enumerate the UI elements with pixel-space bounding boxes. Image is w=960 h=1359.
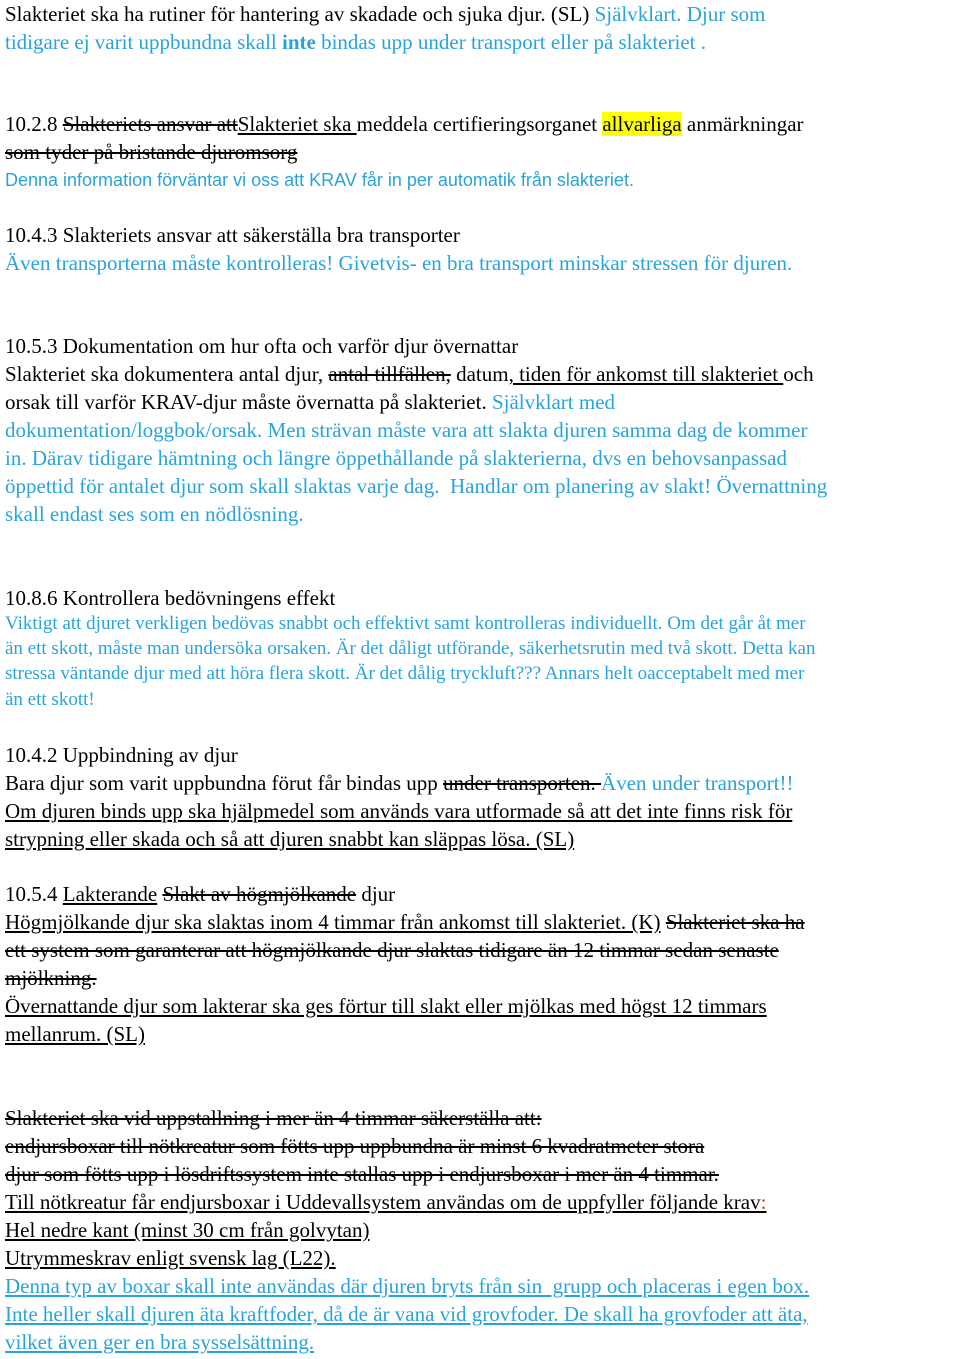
comment-run: Denna typ av boxar skall inte användas där djuren bryts från sin grupp och placeras i egen box. <box>5 1274 810 1298</box>
inserted-run: strypning eller skada och så att djuren snabbt kan släppas lösa. (SL) <box>5 827 575 851</box>
text-run: 10.5.4 <box>5 882 63 906</box>
inserted-run: Till nötkreatur får endjursboxar i Uddevallsystem användas om de uppfyller följande krav <box>5 1190 761 1214</box>
text-run: Slakteriet ska ha rutiner för hantering av skadade och sjuka djur. (SL) <box>5 2 595 26</box>
text-run: djur <box>356 882 396 906</box>
inserted-run: Hel nedre kant (minst 30 cm från golvytan) <box>5 1218 370 1242</box>
deleted-run: som tyder på bristande djuromsorg <box>5 140 298 164</box>
doc-line <box>5 797 792 825</box>
deleted-run: Slakteriet ska vid uppstallning i mer än 4 timmar säkerställa att: <box>5 1106 542 1130</box>
doc-line <box>5 661 804 687</box>
highlighted-run: allvarliga <box>602 112 682 136</box>
section-heading: 10.5.3 Dokumentation om hur ofta och varför djur övernattar <box>5 334 519 358</box>
doc-line <box>5 825 574 853</box>
text-run: meddela certifieringsorganet <box>356 112 603 136</box>
doc-line <box>5 880 395 908</box>
inserted-run: Utrymmeskrav enligt svensk lag (L22). <box>5 1246 336 1270</box>
comment-run-bold: inte <box>282 30 316 54</box>
section-heading: 10.8.6 Kontrollera bedövningens effekt <box>5 586 336 610</box>
inserted-run: Högmjölkande djur ska slaktas inom 4 timmar från ankomst till slakteriet. (K) <box>5 910 661 934</box>
comment-run: Även transporterna måste kontrolleras! Givetvis- en bra transport minskar stressen för djuren. <box>5 251 793 275</box>
inserted-run: , tiden för ankomst till slakteriet <box>508 362 784 386</box>
deleted-run: endjursboxar till nötkreatur som fötts upp uppbundna är minst 6 kvadratmeter stora <box>5 1134 705 1158</box>
comment-run: dokumentation/loggbok/orsak. Men strävan måste vara att slakta djuren samma dag de kommer <box>5 418 808 442</box>
comment-run: än ett skott, måste man undersöka orsaken. Är det dåligt utförande, säkerhetsrutin med två skott. Detta kan <box>5 638 816 659</box>
text-run: Slakteriet ska dokumentera antal djur, <box>5 362 329 386</box>
deleted-run: under transporten. <box>443 771 602 795</box>
comment-run: Viktigt att djuret verkligen bedövas snabbt och effektivt samt kontrolleras individuellt. Om det går åt mer <box>5 613 806 634</box>
comment-run: tidigare ej varit uppbundna skall <box>5 30 283 54</box>
doc-line <box>5 444 787 472</box>
doc-line <box>5 1020 145 1048</box>
deleted-run: mjölkning. <box>5 966 97 990</box>
doc-line <box>5 1188 766 1216</box>
comment-run: Självklart med <box>491 390 616 414</box>
deleted-run: ett system som garanterar att högmjölkande djur slaktas tidigare än 12 timmar sedan senaste <box>5 938 779 962</box>
comment-run: öppettid för antalet djur som skall slaktas varje dag. Handlar om planering av slakt! Övernattning <box>5 474 828 498</box>
comment-run: skall endast ses som en nödlösning. <box>5 502 304 526</box>
deleted-run: Slakteriets ansvar att <box>62 112 238 136</box>
text-run: och <box>783 362 814 386</box>
doc-line <box>5 110 804 138</box>
doc-line <box>5 936 779 964</box>
doc-line <box>5 360 814 388</box>
doc-line <box>5 1272 809 1300</box>
doc-line <box>5 769 793 797</box>
doc-line <box>5 249 792 277</box>
section-heading: 10.4.2 Uppbindning av djur <box>5 743 238 767</box>
doc-line <box>5 416 807 444</box>
doc-line <box>5 138 297 166</box>
comment-run: än ett skott! <box>5 689 95 710</box>
doc-line <box>5 992 767 1020</box>
text-run: orsak till varför KRAV-djur måste övernatta på slakteriet. <box>5 390 492 414</box>
comment-run: Självklart. Djur som <box>594 2 766 26</box>
doc-line <box>5 332 518 360</box>
doc-line <box>5 964 97 992</box>
red-colon: : <box>760 1190 767 1214</box>
text-run: Bara djur som varit uppbundna förut får bindas upp <box>5 771 443 795</box>
comment-run: Inte heller skall djuren äta kraftfoder, då de är vana vid grovfoder. De skall ha grovfoder att äta, <box>5 1302 808 1326</box>
doc-line <box>5 0 765 28</box>
doc-line <box>5 1104 542 1132</box>
doc-line <box>5 500 304 528</box>
deleted-run: antal tillfällen, <box>328 362 451 386</box>
doc-line <box>5 221 460 249</box>
deleted-run: djur som fötts upp i lösdriftssystem inte stallas upp i endjursboxar i mer än 4 timmar. <box>5 1162 719 1186</box>
doc-line <box>5 687 95 713</box>
doc-line <box>5 28 706 56</box>
doc-line <box>5 472 827 500</box>
doc-line <box>5 1216 369 1244</box>
inserted-run: Slakteriet ska <box>237 112 357 136</box>
text-run: anmärkningar <box>681 112 804 136</box>
comment-run: Denna information förväntar vi oss att KRAV får in per automatik från slakteriet. <box>5 170 634 190</box>
doc-line <box>5 636 815 662</box>
doc-line <box>5 611 806 637</box>
doc-line <box>5 741 238 769</box>
comment-run: stressa väntande djur med att höra flera skott. Är det dålig tryckluft??? Annars helt oacceptabelt med mer <box>5 663 805 684</box>
doc-line <box>5 1244 336 1272</box>
inserted-run: mellanrum. (SL) <box>5 1022 145 1046</box>
text-run: 10.2.8 <box>5 112 63 136</box>
comment-run: bindas upp under transport eller på slakteriet . <box>315 30 706 54</box>
comment-run: vilket även ger en bra sysselsättning. <box>5 1330 315 1354</box>
deleted-run: Slakt av högmjölkande <box>162 882 357 906</box>
comment-run: in. Därav tidigare hämtning och längre öppethållande på slakterierna, dvs en behovsanpassad <box>5 446 787 470</box>
doc-line <box>5 1160 719 1188</box>
comment-run: Även under transport!! <box>601 771 794 795</box>
section-heading: 10.4.3 Slakteriets ansvar att säkerställa bra transporter <box>5 223 460 247</box>
inserted-run: Övernattande djur som lakterar ska ges förtur till slakt eller mjölkas med högst 12 timmars <box>5 994 767 1018</box>
inserted-run: Om djuren binds upp ska hjälpmedel som används vara utformade så att det inte finns risk för <box>5 799 793 823</box>
doc-line <box>5 388 615 416</box>
doc-line <box>5 1300 808 1328</box>
doc-line <box>5 1132 704 1160</box>
doc-line <box>5 584 335 612</box>
inserted-run: Lakterande <box>62 882 158 906</box>
deleted-run: Slakteriet ska ha <box>665 910 805 934</box>
text-run: datum <box>450 362 509 386</box>
doc-line <box>5 166 634 194</box>
doc-line <box>5 908 805 936</box>
doc-line <box>5 1328 314 1356</box>
